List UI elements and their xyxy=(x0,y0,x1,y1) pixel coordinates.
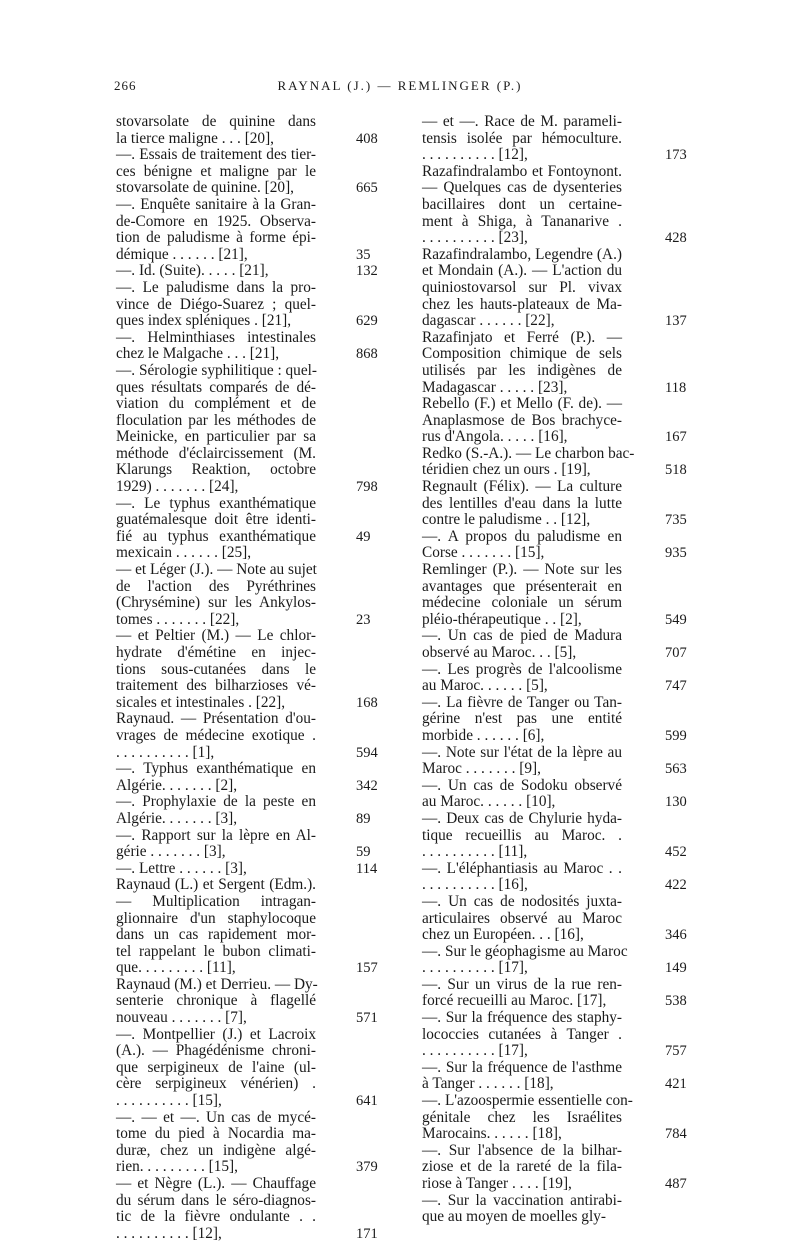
entry-line: Raynaud (M.) et Derrieu. — Dy- xyxy=(116,975,318,993)
entry-line: —. Un cas de nodosités juxta- xyxy=(422,892,622,910)
entry-line: avantages que présenterait en xyxy=(422,577,622,595)
entry-page-number: 641 xyxy=(356,1093,378,1110)
entry-line: dagascar . . . . . . [22], xyxy=(422,312,555,330)
entry-line: fié au typhus exanthématique xyxy=(116,527,316,545)
entry-line: gérine n'est pas une entité xyxy=(422,710,622,728)
entry-line: —. Lettre . . . . . . [3], xyxy=(116,859,247,877)
entry-line: . . . . . . . . . . [17], xyxy=(422,1042,528,1060)
entry-line: articulaires observé au Maroc xyxy=(422,909,622,927)
entry-line: ques index spléniques . [21], xyxy=(116,312,292,330)
entry-page-number: 798 xyxy=(356,479,378,496)
entry-line: . . . . . . . . . . [12], xyxy=(422,146,528,164)
entry-line: de-Comore en 1925. Observa- xyxy=(116,212,316,230)
entry-line: Anaplasmose de Bos brachyce- xyxy=(422,411,622,429)
entry-line: tion de paludisme à forme épi- xyxy=(116,229,316,247)
index-entry xyxy=(422,942,687,977)
entry-line: Maroc . . . . . . . [9], xyxy=(422,760,541,778)
index-entry xyxy=(422,245,687,330)
entry-line: rien. . . . . . . . . [15], xyxy=(116,1158,238,1176)
entry-line: —. Sur la fréquence de l'asthme xyxy=(422,1058,622,1076)
entry-line: mexicain . . . . . . [25], xyxy=(116,544,252,562)
entry-page-number: 594 xyxy=(356,744,378,761)
index-entry xyxy=(422,444,687,479)
entry-line: —. Enquête sanitaire à la Gran- xyxy=(116,195,316,213)
entry-line: —. Id. (Suite). . . . . [21], xyxy=(116,262,269,280)
entry-page-number: 23 xyxy=(356,611,371,628)
entry-line: génitale chez les Israélites xyxy=(422,1108,622,1126)
entry-line: . . . . . . . . . . [11], xyxy=(422,843,528,861)
entry-page-number: 168 xyxy=(356,694,378,711)
index-entry xyxy=(422,776,687,811)
index-entry xyxy=(422,809,687,861)
entry-line: —. Sur l'absence de la bilhar- xyxy=(422,1141,622,1159)
entry-line: viation du complément et de xyxy=(116,395,316,413)
entry-line: —. La fièvre de Tanger ou Tan- xyxy=(422,693,622,711)
index-entry xyxy=(422,1058,687,1093)
index-entry xyxy=(116,494,371,562)
entry-line: que au moyen de moelles gly- xyxy=(422,1208,606,1226)
entry-page-number: 538 xyxy=(665,993,687,1010)
entry-line: Corse . . . . . . . [15], xyxy=(422,544,545,562)
entry-line: —. Rapport sur la lèpre en Al- xyxy=(116,826,316,844)
entry-line: —. Sérologie syphilitique : quel- xyxy=(116,361,317,379)
entry-line: tel rappelant le bubon climati- xyxy=(116,942,316,960)
entry-page-number: 342 xyxy=(356,777,378,794)
entry-line: —. Un cas de Sodoku observé xyxy=(422,776,622,794)
entry-line: Composition chimique de sels xyxy=(422,345,622,363)
entry-line: —. Helminthiases intestinales xyxy=(116,328,316,346)
entry-line: Algérie. . . . . . . [3], xyxy=(116,809,238,827)
entry-line: Rebello (F.) et Mello (F. de). — xyxy=(422,395,622,413)
entry-page-number: 629 xyxy=(356,313,378,330)
entry-line: (Chrysémine) sur les Ankylos- xyxy=(116,594,316,612)
entry-page-number: 346 xyxy=(665,927,687,944)
entry-line: — et Nègre (L.). — Chauffage xyxy=(116,1175,316,1192)
entry-line: —. Sur le géophagisme au Maroc xyxy=(422,942,628,960)
entry-line: chez un Européen. . . [16], xyxy=(422,926,584,944)
entry-page-number: 118 xyxy=(665,379,687,396)
entry-line: bacillaires dont un certaine- xyxy=(422,195,622,213)
index-entry xyxy=(116,1108,378,1176)
entry-line: . . . . . . . . . . [15], xyxy=(116,1092,222,1110)
entry-line: —. Deux cas de Chylurie hyda- xyxy=(422,809,622,827)
index-entry xyxy=(422,395,687,446)
entry-page-number: 518 xyxy=(665,462,687,479)
entry-page-number: 665 xyxy=(356,180,378,197)
entry-line: chez les hauts-plateaux de Ma- xyxy=(422,295,622,313)
entry-line: nouveau . . . . . . . [7], xyxy=(116,1009,247,1027)
index-column-right xyxy=(422,113,687,1226)
entry-line: — Quelques cas de dysenteries xyxy=(422,179,622,197)
entry-page-number: 549 xyxy=(665,611,687,628)
entry-line: chez le Malgache . . . [21], xyxy=(116,345,280,363)
index-entry xyxy=(116,859,378,878)
entry-line: hydrate d'émétine en injec- xyxy=(116,644,316,661)
entry-line: —. L'azoospermie essentielle con- xyxy=(422,1092,633,1110)
entry-line: Redko (S.-A.). — Le charbon bac- xyxy=(422,444,635,462)
entry-line: observé au Maroc. . . [5], xyxy=(422,644,577,661)
entry-line: Regnault (Félix). — La culture xyxy=(422,478,622,496)
entry-line: —. Essais de traitement des tier- xyxy=(116,146,316,164)
entry-line: —. Le paludisme dans la pro- xyxy=(116,278,316,296)
entry-line: duræ, chez un indigène algé- xyxy=(116,1141,316,1159)
entry-line: . . . . . . . . . . [16], xyxy=(422,876,528,894)
entry-line: —. A propos du paludisme en xyxy=(422,527,622,545)
entry-page-number: 735 xyxy=(665,512,687,529)
entry-page-number: 452 xyxy=(665,844,687,861)
entry-line: Raynaud (L.) et Sergent (Edm.). xyxy=(116,876,316,894)
entry-line: Razafindralambo et Fontoynont. xyxy=(422,162,622,180)
index-entry xyxy=(116,1175,378,1242)
entry-line: . . . . . . . . . . [12], xyxy=(116,1224,222,1242)
entry-line: vrages de médecine exotique . xyxy=(116,726,316,744)
index-entry xyxy=(422,693,687,745)
entry-line: méthode d'éclaircissement (M. xyxy=(116,444,316,462)
entry-line: . . . . . . . . . . [17], xyxy=(422,959,528,977)
index-entry xyxy=(422,478,687,529)
entry-line: vince de Diégo-Suarez ; quel- xyxy=(116,295,316,313)
index-entry xyxy=(422,328,687,396)
entry-line: du sérum dans le séro-diagnos- xyxy=(116,1191,316,1209)
entry-line: guatémalesque doit être identi- xyxy=(116,511,316,529)
entry-line: que. . . . . . . . . [11], xyxy=(116,959,236,977)
entry-line: riose à Tanger . . . . [19], xyxy=(422,1175,572,1192)
entry-page-number: 428 xyxy=(665,230,687,247)
entry-page-number: 757 xyxy=(665,1043,687,1060)
entry-line: téridien chez un ours . [19], xyxy=(422,461,591,479)
entry-line: —. L'éléphantiasis au Maroc . . xyxy=(422,859,622,877)
entry-line: (A.). — Phagédénisme chroni- xyxy=(116,1042,316,1060)
entry-page-number: 149 xyxy=(665,960,687,977)
entry-line: stovarsolate de quinine dans xyxy=(116,113,316,130)
entry-page-number: 59 xyxy=(356,844,371,861)
entry-line: pléio-thérapeutique . . [2], xyxy=(422,610,582,628)
index-entry xyxy=(422,892,687,944)
entry-line: —. Typhus exanthématique en xyxy=(116,760,316,778)
index-entry xyxy=(422,113,687,164)
entry-line: la tierce maligne . . . [20], xyxy=(116,129,275,147)
entry-line: utilisés par les indigènes de xyxy=(422,361,622,379)
entry-line: tensis isolée par hémoculture. xyxy=(422,129,622,147)
entry-line: forcé recueilli au Maroc. [17], xyxy=(422,992,607,1010)
entry-line: Razafindralambo, Legendre (A.) xyxy=(422,245,622,263)
entry-line: quiniostovarsol sur Pl. vivax xyxy=(422,278,622,296)
entry-line: et Mondain (A.). — L'action du xyxy=(422,262,622,280)
entry-line: de l'action des Pyréthrines xyxy=(116,577,316,595)
entry-line: morbide . . . . . . [6], xyxy=(422,726,545,744)
entry-line: sicales et intestinales . [22], xyxy=(116,693,286,711)
entry-page-number: 487 xyxy=(665,1176,687,1192)
entry-line: ques résultats comparés de dé- xyxy=(116,378,316,396)
index-entry xyxy=(116,760,378,794)
entry-line: Klarungs Reaktion, octobre xyxy=(116,461,316,479)
entry-line: médecine coloniale un sérum xyxy=(422,594,622,612)
entry-line: tic de la fièvre ondulante . . xyxy=(116,1208,316,1226)
entry-page-number: 868 xyxy=(356,346,378,363)
entry-page-number: 114 xyxy=(356,860,378,877)
entry-line: —. Le typhus exanthématique xyxy=(116,494,316,512)
index-entry xyxy=(116,710,378,761)
entry-line: 1929) . . . . . . . [24], xyxy=(116,478,239,496)
index-column-left xyxy=(116,113,378,1242)
entry-line: stovarsolate de quinine. [20], xyxy=(116,179,294,197)
entry-page-number: 35 xyxy=(356,246,371,263)
entry-line: Marocains. . . . . . [18], xyxy=(422,1125,562,1143)
entry-line: floculation par les méthodes de xyxy=(116,411,316,429)
entry-page-number: 563 xyxy=(665,761,687,778)
entry-page-number: 571 xyxy=(356,1010,378,1027)
index-entry xyxy=(116,361,378,496)
entry-line: senterie chronique à flagellé xyxy=(116,992,316,1010)
entry-line: glionnaire d'un staphylocoque xyxy=(116,909,316,927)
index-entry xyxy=(116,113,378,147)
entry-line: tome du pied à Nocardia ma- xyxy=(116,1125,316,1143)
entry-page-number: 707 xyxy=(665,645,687,661)
entry-page-number: 935 xyxy=(665,545,687,562)
entry-line: —. Sur la fréquence des staphy- xyxy=(422,1009,622,1027)
entry-line: — et Peltier (M.) — Le chlor- xyxy=(116,627,316,645)
entry-line: — et Léger (J.). — Note au sujet xyxy=(116,561,317,579)
index-entry xyxy=(116,627,378,711)
entry-page-number: 599 xyxy=(665,727,687,744)
entry-line: . . . . . . . . . . [23], xyxy=(422,229,528,247)
entry-page-number: 408 xyxy=(356,130,378,147)
index-entry xyxy=(422,627,687,661)
entry-line: ziose et de la rareté de la fila- xyxy=(422,1158,622,1176)
entry-page-number: 49 xyxy=(356,528,371,545)
entry-page-number: 422 xyxy=(665,877,687,894)
index-entry xyxy=(116,793,371,827)
entry-line: gérie . . . . . . . [3], xyxy=(116,843,226,861)
entry-line: tomes . . . . . . . [22], xyxy=(116,610,240,628)
index-entry xyxy=(422,859,687,894)
entry-page-number: 421 xyxy=(665,1076,687,1093)
entry-line: traitement des bilharzioses vé- xyxy=(116,677,316,695)
entry-page-number: 173 xyxy=(665,147,687,164)
index-entry xyxy=(116,876,378,977)
entry-line: —. Sur la vaccination antirabi- xyxy=(422,1191,622,1209)
entry-line: que serpigineux de l'aine (ul- xyxy=(116,1058,316,1076)
entry-page-number: 132 xyxy=(356,263,378,280)
entry-line: démique . . . . . . [21], xyxy=(116,245,248,263)
entry-line: ment à Shiga, à Tananarive . xyxy=(422,212,622,230)
index-entry xyxy=(422,975,687,1010)
index-entry xyxy=(422,1009,687,1060)
entry-line: tions sous-cutanées dans le xyxy=(116,660,316,678)
entry-line: Meinicke, en particulier par sa xyxy=(116,428,316,446)
index-entry xyxy=(422,561,687,628)
entry-line: des lentilles d'eau dans la lutte xyxy=(422,494,622,512)
entry-line: à Tanger . . . . . . [18], xyxy=(422,1075,554,1093)
index-entry xyxy=(116,278,378,330)
index-entry xyxy=(422,1141,687,1193)
entry-line: tique recueillis au Maroc. . xyxy=(422,826,622,844)
entry-line: ces bénigne et maligne par le xyxy=(116,162,316,180)
entry-line: Remlinger (P.). — Note sur les xyxy=(422,561,622,579)
entry-line: rus d'Angola. . . . . [16], xyxy=(422,428,568,446)
entry-line: au Maroc. . . . . . [5], xyxy=(422,677,548,695)
entry-line: au Maroc. . . . . . [10], xyxy=(422,793,556,811)
entry-page-number: 89 xyxy=(356,810,371,827)
entry-line: lococcies cutanées à Tanger . xyxy=(422,1025,622,1043)
index-entry xyxy=(116,328,378,363)
index-entry xyxy=(116,561,371,628)
index-entry xyxy=(422,660,687,695)
entry-line: —. Les progrès de l'alcoolisme xyxy=(422,660,622,678)
entry-line: Razafinjato et Ferré (P.). — xyxy=(422,328,622,346)
index-entry xyxy=(116,146,378,197)
entry-line: —. Un cas de pied de Madura xyxy=(422,627,622,645)
entry-line: —. Sur un virus de la rue ren- xyxy=(422,975,622,993)
entry-line: . . . . . . . . . . [1], xyxy=(116,743,215,761)
entry-page-number: 130 xyxy=(665,794,687,811)
index-entry xyxy=(422,1193,622,1226)
entry-page-number: 171 xyxy=(356,1225,378,1242)
index-entry xyxy=(116,975,378,1027)
entry-line: — et —. Race de M. parameli- xyxy=(422,113,622,130)
entry-line: —. Note sur l'état de la lèpre au xyxy=(422,743,622,761)
entry-line: —. Montpellier (J.) et Lacroix xyxy=(116,1025,316,1043)
entry-line: Madagascar . . . . . [23], xyxy=(422,378,568,396)
entry-page-number: 167 xyxy=(665,429,687,446)
entry-line: contre le paludisme . . [12], xyxy=(422,511,591,529)
index-entry xyxy=(116,1025,378,1110)
entry-line: —. — et —. Un cas de mycé- xyxy=(116,1108,316,1126)
index-entry xyxy=(422,1092,687,1143)
index-entry xyxy=(116,826,371,861)
index-entry xyxy=(422,162,687,247)
running-head: RAYNAL (J.) — REMLINGER (P.) xyxy=(277,78,523,93)
index-entry xyxy=(422,527,687,562)
index-entry xyxy=(422,743,687,778)
entry-page-number: 157 xyxy=(356,960,378,977)
entry-line: — Multiplication intragan- xyxy=(116,892,316,910)
entry-page-number: 379 xyxy=(356,1159,378,1176)
entry-line: cère serpigineux vénérien) . xyxy=(116,1075,316,1093)
entry-page-number: 137 xyxy=(665,313,687,330)
entry-line: Algérie. . . . . . . [2], xyxy=(116,776,238,794)
entry-line: dans un cas rapidement mor- xyxy=(116,926,316,944)
entry-page-number: 747 xyxy=(665,678,687,695)
entry-page-number: 784 xyxy=(665,1126,687,1143)
page-number: 266 xyxy=(114,78,137,93)
index-entry xyxy=(116,262,378,280)
entry-line: —. Prophylaxie de la peste en xyxy=(116,793,316,811)
entry-line: Raynaud. — Présentation d'ou- xyxy=(116,710,316,728)
index-entry xyxy=(116,195,371,263)
